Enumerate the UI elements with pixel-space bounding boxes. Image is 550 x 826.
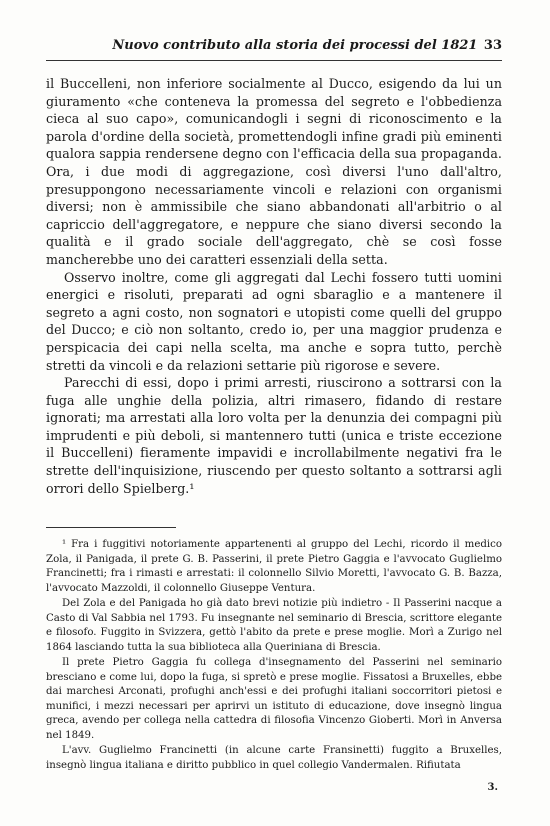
footnote: Il prete Pietro Gaggia fu collega d'insegnamento del Passerini nel seminario bresciano e come lui, dopo la fuga, si spretò e prese moglie. Fissatosi a Bruxelles, ebbe dai marchesi Arconati, profughi anch'essi e dei profughi italiani soccorritori pietosi e munifici, i mezzi necessari per aprirvi un istituto di educazione, dove insegnò lingua greca, avendo per collega nella cattedra di filosofia Vincenzo Gioberti. Morì in Anversa nel 1849. — [46, 657, 502, 741]
book-page — [46, 38, 502, 773]
main-text — [46, 75, 502, 497]
running-title: Nuovo contributo alla storia dei processi del 1821 — [112, 38, 478, 53]
paragraph: il Buccelleni, non inferiore socialmente al Ducco, esigendo da lui un giuramento «che conteneva la promessa del segreto e l'obbedienza cieca al suo capo», comunicandogli i segni di riconoscimento e la parola d'ordine della società, promettendogli infine gradi più eminenti qualora sappia rendersene degno con l'efficacia della sua propaganda. Ora, i due modi di aggregazione, così diversi l'uno dall'altro, presuppongono necessariamente vincoli e relazioni con organismi diversi; non è ammissibile che siano abbandonati all'arbitrio o al capriccio dell'aggregatore, e neppure che siano diversi secondo la qualità e il grado sociale dell'aggregato, chè se così fosse mancherebbe uno dei caratteri essenziali della setta. — [46, 76, 502, 267]
header-rule — [46, 60, 502, 61]
page-header — [46, 38, 502, 58]
footnote: L'avv. Guglielmo Francinetti (in alcune carte Fransinetti) fuggito a Bruxelles, insegnò lingua italiana e diritto pubblico in quel collegio Vandermalen. Rifiutata — [46, 745, 502, 771]
footnote: Del Zola e del Panigada ho già dato brevi notizie più indietro - Il Passerini nacque a Casto di Val Sabbia nel 1793. Fu insegnante nel seminario di Brescia, scrittore elegante e filosofo. Fuggito in Svizzera, gettò l'abito da prete e prese moglie. Morì a Zurigo nel 1864 lasciando tutta la sua biblioteca alla Queriniana di Brescia. — [46, 598, 502, 653]
paragraph: Osservo inoltre, come gli aggregati dal Lechi fossero tutti uomini energici e risoluti, preparati ad ogni sbaraglio e a mantenere il segreto a agni costo, non sognatori e utopisti come quelli del gruppo del Ducco; e ciò non soltanto, credo io, per una maggior prudenza e perspicacia dei capi nella scelta, ma anche e sopra tutto, perchè stretti da vincoli e da relazioni settarie più rigorose e severe. — [46, 269, 502, 373]
footnote: ¹ Fra i fuggitivi notoriamente appartenenti al gruppo del Lechi, ricordo il medico Zola, il Panigada, il prete G. B. Passerini, il prete Pietro Gaggia e l'avvocato Guglielmo Francinetti; fra i rimasti e arrestati: il colonnello Silvio Moretti, l'avvocato G. B. Bazza, l'avvocato Mazzoldi, il colonnello Giuseppe Ventura. — [46, 539, 502, 594]
page-number: 33 — [483, 38, 502, 53]
paragraph: Parecchi di essi, dopo i primi arresti, riuscirono a sottrarsi con la fuga alle unghie della polizia, altri rimasero, fidando di restare ignorati; ma arrestati alla loro volta per la denunzia dei compagni più imprudenti e più deboli, si mantennero tutti (unica e triste eccezione il Buccelleni) fieramente impavidi e incrollabilmente negativi fra le strette dell'inquisizione, riuscendo per questo soltanto a sottrarsi agli orrori dello Spielberg.¹ — [46, 375, 502, 496]
footnotes — [46, 538, 502, 773]
signature-mark: 3. — [487, 782, 498, 793]
footnote-separator — [46, 527, 176, 528]
